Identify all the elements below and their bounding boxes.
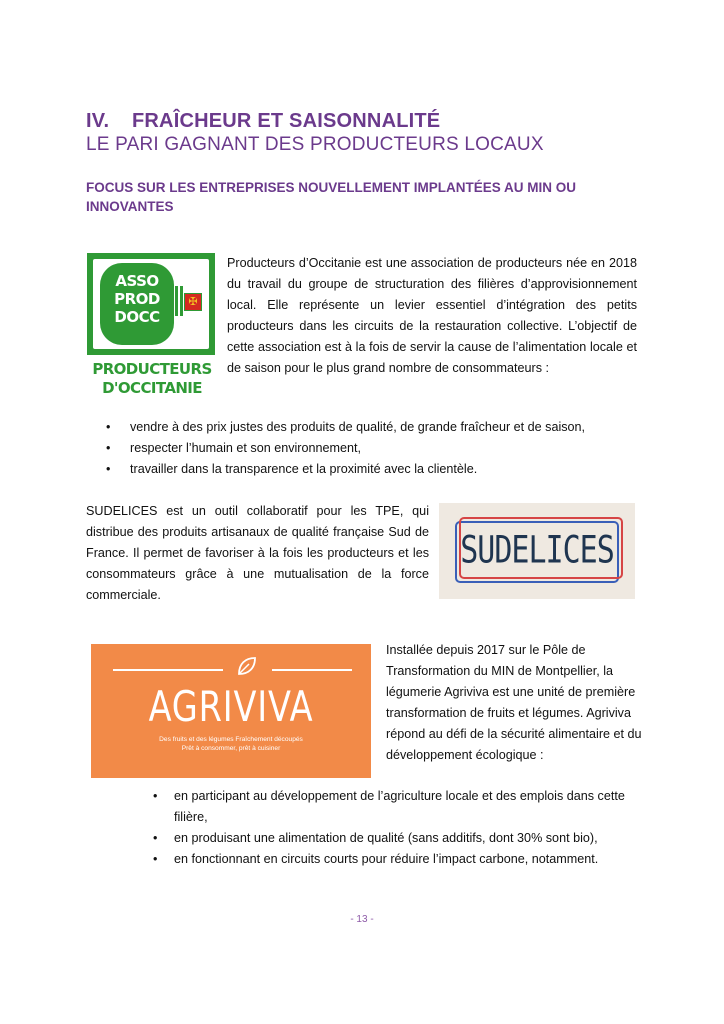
agriviva-name: la légumerie Agriviva xyxy=(386,664,614,699)
page-number: - 13 - xyxy=(350,914,374,925)
producteurs-text: est une association de producteurs née en 2018 du travail du groupe de structuration des filières d’approvisionnement local. Elle représente un levier essentiel d’intégration des petits producteurs dans les circuits de la restauration collective. L’objectif de cette association est à la fois de servir la cause de l’alimentation locale et de saison pour le plus grand nombre de consommateurs : xyxy=(227,256,637,375)
agriviva-rule-right xyxy=(272,669,352,671)
agriviva-logo-tagline-1: Des fruits et des légumes Fraîchement découpés xyxy=(159,736,303,743)
bullet-icon: • xyxy=(153,831,158,845)
agriviva-paragraph xyxy=(386,640,646,766)
bullet-icon: • xyxy=(106,420,111,434)
list-item-text: respecter l’humain et son environnement, xyxy=(130,441,362,455)
section-subtitle: LE PARI GAGNANT DES PRODUCTEURS LOCAUX xyxy=(86,134,544,155)
po-logo-frame xyxy=(87,253,215,355)
section-number: IV. xyxy=(86,110,110,132)
po-logo-name xyxy=(87,360,217,398)
po-logo-badge xyxy=(100,263,174,345)
list-item xyxy=(144,828,644,849)
section-title: FRAÎCHEUR ET SAISONNALITÉ xyxy=(132,110,441,132)
list-item xyxy=(86,417,646,438)
sudelices-logo-text: SUDELICES xyxy=(460,528,614,573)
bullet-icon: • xyxy=(106,441,111,455)
producteurs-occitanie-logo xyxy=(87,253,217,403)
list-item-text: vendre à des prix justes des produits de qualité, de grande fraîcheur et de saison, xyxy=(130,420,586,434)
list-item xyxy=(144,786,644,828)
po-logo-name-line-1: PRODUCTEURS xyxy=(92,360,212,378)
po-bar xyxy=(180,286,183,316)
list-item-text: en fonctionnant en circuits courts pour réduire l’impact carbone, notamment. xyxy=(174,852,599,866)
list-item-text: travailler dans la transparence et la proximité avec la clientèle. xyxy=(130,462,478,476)
po-badge-line-3: DOCC xyxy=(114,308,160,326)
agriviva-text-before: Installée depuis 2017 sur le Pôle de Transformation du MIN de Montpellier, xyxy=(386,643,604,678)
list-item-text: en participant au développement de l’agriculture locale et des emplois dans cette filière, xyxy=(174,789,625,824)
bullet-icon: • xyxy=(153,852,158,866)
focus-title: FOCUS SUR LES ENTREPRISES NOUVELLEMENT IMPLANTÉES AU MIN OU INNOVANTES xyxy=(86,180,577,214)
agriviva-logo xyxy=(91,644,371,778)
po-badge-line-1: ASSO xyxy=(115,272,159,290)
agriviva-rule-left xyxy=(113,669,223,671)
sudelices-paragraph: SUDELICES est un outil collaboratif pour les TPE, qui distribue des produits artisanaux de qualité française Sud de France. Il permet de favoriser à la fois les producteurs et les consommateurs grâce à une mutualisation de la force commerciale. xyxy=(86,504,429,602)
list-item xyxy=(144,849,644,870)
producteurs-paragraph xyxy=(227,253,637,379)
leaf-icon xyxy=(235,654,259,678)
bullet-icon: • xyxy=(153,789,158,803)
list-item xyxy=(86,438,646,459)
agriviva-bullet-list xyxy=(144,786,644,870)
agriviva-logo-tagline-2: Prêt à consommer, prêt à cuisiner xyxy=(181,745,281,752)
po-bar xyxy=(175,286,178,316)
list-item-text: en produisant une alimentation de qualité (sans additifs, dont 30% sont bio), xyxy=(174,831,598,845)
po-badge-line-2: PROD xyxy=(114,290,160,308)
po-logo-name-line-2: D'OCCITANIE xyxy=(102,379,202,397)
list-item xyxy=(86,459,646,480)
producteurs-name: Producteurs d’Occitanie xyxy=(227,256,362,270)
agriviva-text-after: est une unité de première transformation de fruits et légumes. Agriviva répond au défi de la sécurité alimentaire et du développement écologique : xyxy=(386,685,642,762)
sudelices-logo xyxy=(439,503,635,599)
agriviva-logo-title: AGRIVIVA xyxy=(148,682,314,731)
section-heading xyxy=(86,110,440,133)
bullet-icon: • xyxy=(106,462,111,476)
producteurs-bullet-list xyxy=(86,417,646,480)
occitan-cross-icon: ✠ xyxy=(184,293,202,311)
